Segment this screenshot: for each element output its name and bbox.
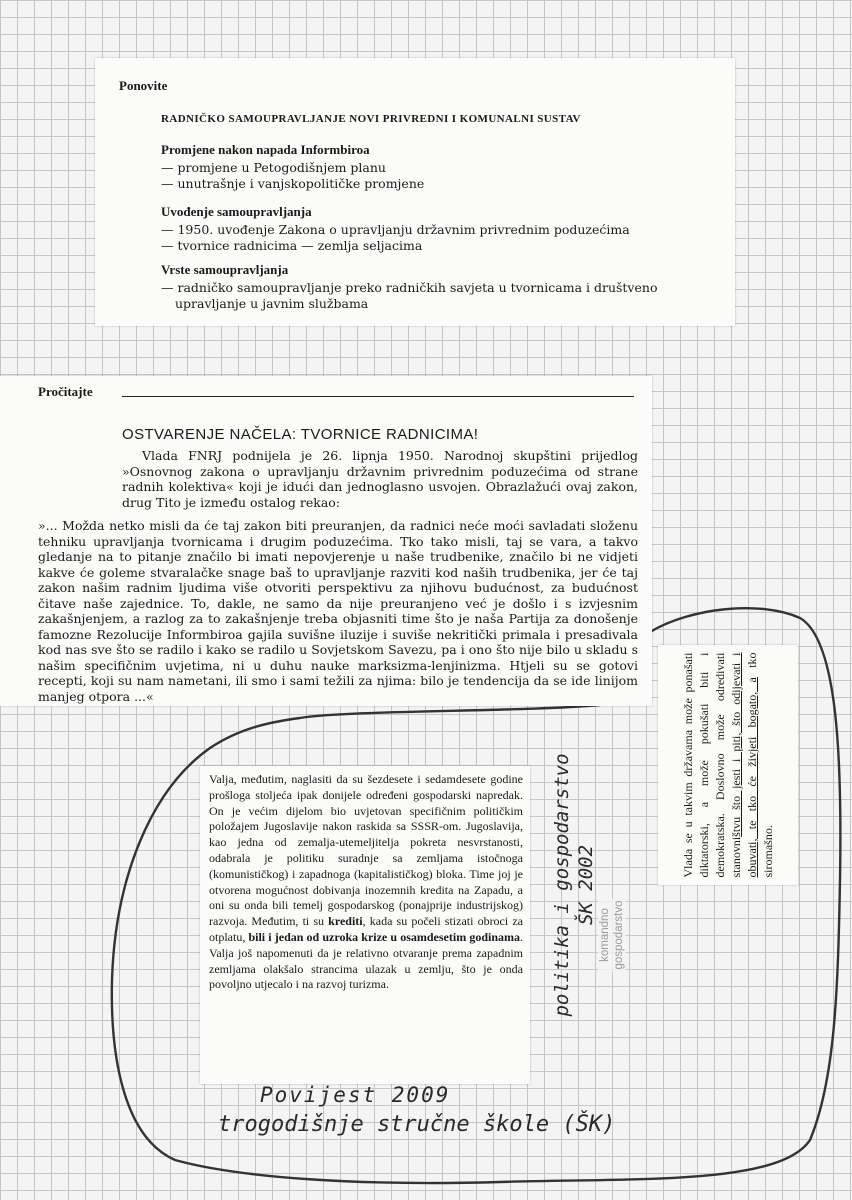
rotated-text — [680, 653, 776, 878]
bold-term-credits: krediti — [328, 914, 363, 929]
review-section — [161, 142, 424, 191]
handwritten-vertical-note — [550, 753, 598, 1016]
margin-label-line: komandno — [599, 908, 611, 962]
rotated-text-part: tko siromašno. — [745, 652, 775, 878]
margin-label-line: gospodarstvo — [613, 900, 625, 970]
section-title: Uvođenje samoupravljanja — [161, 204, 312, 219]
bold-crisis-phrase: bili i jedan od uzroka krize u osamdesetim godinama — [248, 929, 521, 944]
review-section — [161, 262, 657, 311]
section-line: upravljanje u javnim službama — [175, 295, 369, 311]
divider — [122, 396, 634, 397]
review-heading: RADNIČKO SAMOUPRAVLJANJE NOVI PRIVREDNI I KOMUNALNI SUSTAV — [161, 113, 581, 125]
review-clipping — [95, 58, 735, 326]
section-line: — promjene u Petogodišnjem planu — [161, 160, 386, 175]
underlined-text: štvu što jesti i piti, što odijevati i obuvati, te tko će živjeti bogato, a — [729, 652, 759, 878]
reading-label: Pročitajte — [38, 384, 93, 399]
section-title: Vrste samoupravljanja — [161, 262, 289, 277]
reading-title: OSTVARENJE NAČELA: TVORNICE RADNICIMA! — [122, 426, 479, 443]
handwritten-line: politika i gospodarstvo — [551, 753, 573, 1017]
economy-text: Valja, međutim, naglasiti da su šezdesete i sedamdesete godine prošloga stoljeća ipak donijele određeni gospodarski napredak. On je većim dijelom bio uvjetovan specifičnim političkim položajem Jugoslavije nakon raskida sa SSSR-om. Jugoslavija, kao jedna od zemalja-utemeljitelja pokreta nesvrstanosti, odabrala je politiku suradnje sa zemljama istočnoga (komunističkog) i zapadnoga (kapitalističkog) bloka. Time joj je otvorena mogućnost dobivanja inozemnih kredita na Zapadu, a oni su onda bili temelj gospodarskog (ponajprije industrijskog) razvoja. Međutim, ti su — [209, 772, 523, 929]
economy-paragraph — [200, 766, 530, 993]
section-line: — unutrašnje i vanjskopolitičke promjene — [161, 175, 425, 191]
section-line: — radničko samoupravljanje preko radničkih savjeta u tvornicama i društveno — [161, 280, 658, 295]
review-section — [161, 204, 630, 253]
section-title: Promjene nakon napada Informbiroa — [161, 142, 370, 157]
tito-quote: »... Možda netko misli da će taj zakon biti preuranjen, da radnici neće moći savladati složenu tehniku upravljanja tvornicama i drugim poduzećima. Tko tako misli, taj se vara, a takvo gledanje na to pitanje značilo bi imati nepovjerenje u naše trudbenike, značilo bi ne vidjeti kakve će goleme stvaralačke snage baš to upravljanje razviti kod naših trudbenika, jer će taj zakon našim radnim ljudima više otvoriti perspektivu za njihovu budućnost, za budućnost čitave naše zajednice. To, dakle, ne samo da nije preuranjeno već je došlo i s izvjesnim zakašnjenjem, a razlog za to zakašnjenje treba objasniti time što je naša Partija za donošenje famozne Rezolucije Informbiroa gajila suvišne iluzije i suviše nekritički primala i presadivala kod nas sve što se radilo i kako se radilo u Sovjetskom Savezu, pa i ono što nije bilo u skladu s našim specifičnim uvjetima, ni u duhu nauke marksizma-lenjinizma. Htjeli su se gotovi recepti, koji su nam nametani, ili smo i sami težili za njima: bilo je tendencija da se ide linijom manjeg otpora ...« — [38, 518, 638, 704]
margin-label — [598, 898, 626, 971]
economy-text: , kada su počeli stizati obroci za otplatu, — [209, 914, 524, 944]
handwritten-source-line: trogodišnje stručne škole (ŠK) — [218, 1112, 616, 1137]
economy-text: . Valja još napomenuti da je relativno otvaranje prema zapadnim zemljama olakšalo strancima ulazak u zemlju, što je onda povoljno utjecalo i na razvoj turizma. — [209, 929, 524, 992]
review-label: Ponovite — [119, 78, 168, 93]
handwritten-source-line: Povijest 2009 — [260, 1083, 451, 1107]
rotated-text-part: Vlada se u takvim državama može ponašati diktatorski, a može pokušati biti i demokratska. Doslovno može odredivati stanovni — [681, 652, 743, 878]
section-line: — tvornice radnicima — zemlja seljacima — [161, 237, 423, 253]
reading-clipping — [0, 376, 652, 706]
section-line: — 1950. uvođenje Zakona o upravljanju državnim privrednim poduzećima — [161, 222, 630, 237]
rotated-clipping — [658, 645, 798, 885]
reading-intro: Vlada FNRJ podnijela je 26. lipnja 1950. Narodnoj skupštini prijedlog »Osnovnog zakona o upravljanju državnim privrednim poduzećima od strane radnih kolektiva« koji je idući dan jednoglasno usvojen. Obrazlažući ovaj zakon, drug Tito je između ostalog rekao: — [122, 448, 638, 510]
economy-clipping — [200, 766, 530, 1084]
handwritten-line: ŠK 2002 — [575, 844, 597, 926]
